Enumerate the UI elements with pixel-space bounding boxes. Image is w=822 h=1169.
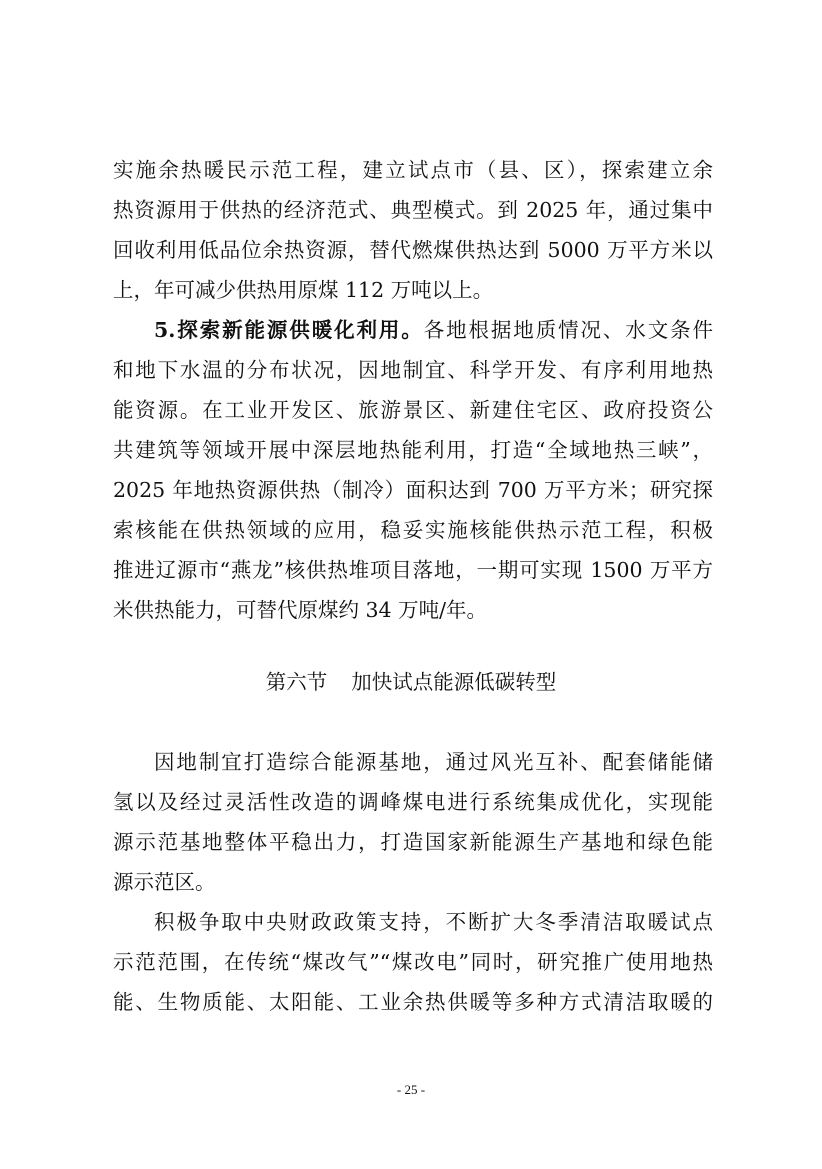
text-line: 积极争取中央财政政策支持，不断扩大冬季清洁取暖试点 xyxy=(154,910,713,934)
text-line: 推进辽源市“燕龙”核供热堆项目落地，一期可实现 1500 万平方 xyxy=(113,558,713,582)
bold-heading-lead: 5.探索新能源供暖化利用。 xyxy=(154,318,424,342)
text-line: 能、生物质能、太阳能、工业余热供暖等多种方式清洁取暖的 xyxy=(113,990,713,1014)
text-line: 氢以及经过灵活性改造的调峰煤电进行系统集成优化，实现能 xyxy=(113,790,713,814)
text-line: 源示范区。 xyxy=(113,870,216,894)
section-title: 加快试点能源低碳转型 xyxy=(351,670,557,694)
text-line: 共建筑等领域开展中深层地热能利用，打造“全域地热三峡”， xyxy=(113,438,713,462)
text-line: 回收利用低品位余热资源，替代燃煤供热达到 5000 万平方米以 xyxy=(113,238,713,262)
page-number: - 25 - xyxy=(396,1082,426,1097)
text-run: 各地根据地质情况、水文条件 xyxy=(423,318,713,342)
text-line: 上，年可减少供热用原煤 112 万吨以上。 xyxy=(113,278,494,302)
text-line: 示范范围，在传统“煤改气”“煤改电”同时，研究推广使用地热 xyxy=(113,950,713,974)
text-line: 索核能在供热领域的应用，稳妥实施核能供热示范工程，积极 xyxy=(113,518,713,542)
text-line: 热资源用于供热的经济范式、典型模式。到 2025 年，通过集中 xyxy=(113,198,713,222)
text-line: 实施余热暖民示范工程，建立试点市（县、区），探索建立余 xyxy=(113,158,713,182)
section-heading xyxy=(0,662,822,702)
text-line: 因地制宜打造综合能源基地，通过风光互补、配套储能储 xyxy=(154,750,713,774)
text-line: 2025 年地热资源供热（制冷）面积达到 700 万平方米；研究探 xyxy=(113,478,713,502)
text-line: 米供热能力，可替代原煤约 34 万吨/年。 xyxy=(113,598,488,622)
paragraph-first-line xyxy=(154,310,713,350)
section-number: 第六节 xyxy=(265,670,328,694)
text-line: 能资源。在工业开发区、旅游景区、新建住宅区、政府投资公 xyxy=(113,398,713,422)
text-line: 和地下水温的分布状况，因地制宜、科学开发、有序利用地热 xyxy=(113,358,713,382)
text-line: 源示范基地整体平稳出力，打造国家新能源生产基地和绿色能 xyxy=(113,830,713,854)
